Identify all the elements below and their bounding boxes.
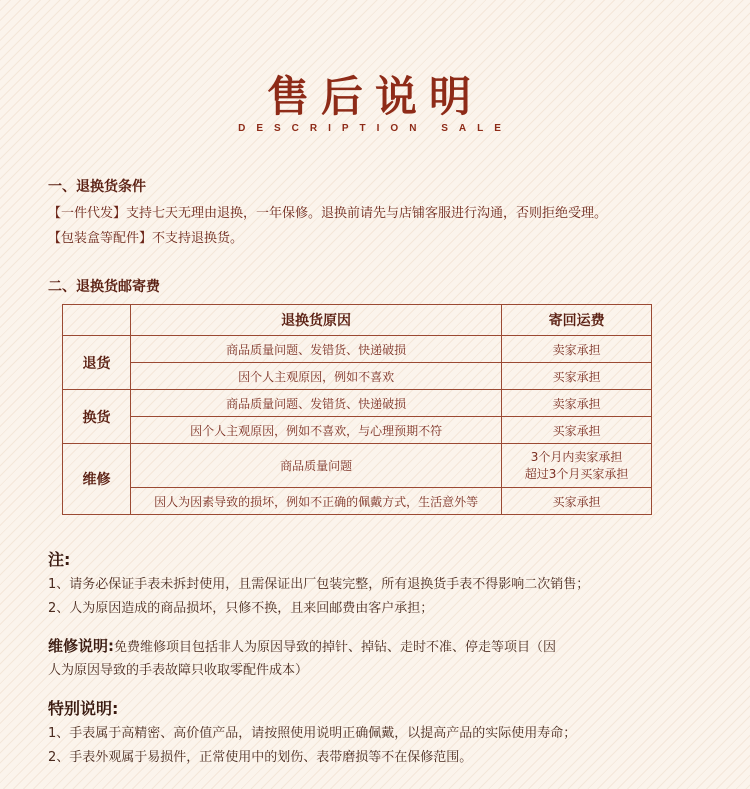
table-cell-fee: 卖家承担 <box>502 390 652 417</box>
section1-line-2: 【包装盒等配件】不支持退换货。 <box>48 231 244 246</box>
category-exchange: 换货 <box>63 390 131 444</box>
table-cell-reason: 商品质量问题、发错货、快递破损 <box>130 336 501 363</box>
page-title: 售后说明 <box>266 72 483 121</box>
table-cell-fee: 买家承担 <box>502 417 652 444</box>
page-subtitle: DESCRIPTION SALE <box>238 123 512 134</box>
fee-line-2: 超过3个月买家承担 <box>524 466 629 481</box>
table-cell-reason: 商品质量问题、发错货、快递破损 <box>130 390 501 417</box>
repair-text-1: 免费维修项目包括非人为原因导致的掉针、掉钻、走时不准、停走等项目（因 <box>114 640 557 655</box>
shipping-fee-table <box>62 304 652 515</box>
table-cell-reason: 商品质量问题 <box>130 444 501 488</box>
section1-line-1: 【一件代发】支持七天无理由退换，一年保修。退换前请先与店铺客服进行沟通，否则拒绝受理。 <box>48 206 608 221</box>
table-header-fee: 寄回运费 <box>502 305 652 336</box>
special-item-2: 2、手表外观属于易损件，正常使用中的划伤、表带磨损等不在保修范围。 <box>48 750 473 765</box>
table-cell-fee <box>502 444 652 488</box>
notes-title: 注: <box>48 550 71 569</box>
table-cell-reason: 因个人主观原因，例如不喜欢，与心理预期不符 <box>130 417 501 444</box>
table-header-row <box>63 305 652 336</box>
table-header-blank <box>63 305 131 336</box>
table-row <box>63 363 652 390</box>
table-row <box>63 488 652 515</box>
repair-paragraph <box>48 634 708 660</box>
table-cell-reason: 因个人主观原因，例如不喜欢 <box>130 363 501 390</box>
table-row <box>63 390 652 417</box>
section2-title: 二、退换货邮寄费 <box>48 279 160 295</box>
table-cell-fee: 卖家承担 <box>502 336 652 363</box>
table-header-reason: 退换货原因 <box>130 305 501 336</box>
special-item-1: 1、手表属于高精密、高价值产品，请按照使用说明正确佩戴，以提高产品的实际使用寿命； <box>48 726 577 741</box>
repair-text-2: 人为原因导致的手表故障只收取零配件成本） <box>48 663 309 678</box>
table-cell-fee: 买家承担 <box>502 363 652 390</box>
section1-title: 一、退换货条件 <box>48 179 146 195</box>
table-cell-fee: 买家承担 <box>502 488 652 515</box>
category-repair: 维修 <box>63 444 131 515</box>
fee-line-1: 3个月内卖家承担 <box>530 449 623 464</box>
table-row <box>63 417 652 444</box>
table-row <box>63 336 652 363</box>
notes-item-2: 2、人为原因造成的商品损坏，只修不换，且来回邮费由客户承担； <box>48 601 434 616</box>
table-row <box>63 444 652 488</box>
special-title: 特别说明: <box>48 699 119 718</box>
table-cell-reason: 因人为因素导致的损坏，例如不正确的佩戴方式，生活意外等 <box>130 488 501 515</box>
notes-item-1: 1、请务必保证手表未拆封使用，且需保证出厂包装完整，所有退换货手表不得影响二次销售； <box>48 577 590 592</box>
category-return: 退货 <box>63 336 131 390</box>
repair-title: 维修说明: <box>48 637 114 655</box>
